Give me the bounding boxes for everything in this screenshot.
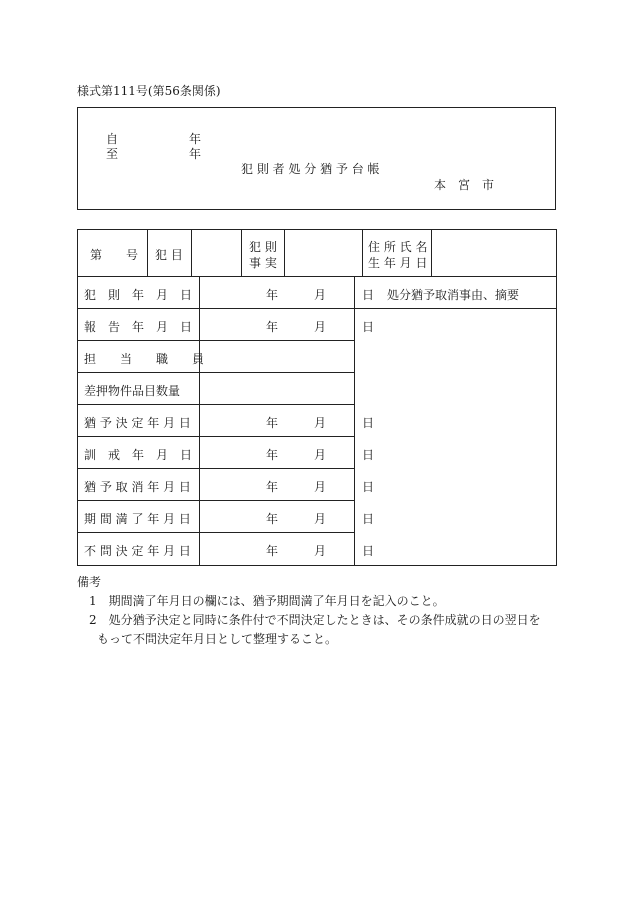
row-divider: [78, 308, 556, 309]
offense-item-label: 犯 目: [155, 248, 183, 262]
row-label-expiry-date: 期 間 満 了 年 月 日: [84, 512, 191, 526]
col-divider: [191, 230, 192, 276]
from-label: 自: [106, 132, 119, 146]
birth-date-label: 生 年 月 日: [368, 256, 428, 270]
row-divider: [78, 372, 354, 373]
row-divider: [78, 436, 354, 437]
row-divider: [78, 340, 354, 341]
to-year-label: 年: [189, 147, 202, 161]
row-label-cancel-date: 猶 予 取 消 年 月 日: [84, 480, 191, 494]
header-box: [77, 107, 556, 210]
note-item-1: 1 期間満了年月日の欄には、猶予期間満了年月日を記入のこと。: [89, 594, 445, 608]
office-name: 本 宮 市: [434, 178, 495, 192]
row-label-admonition-date: 訓 戒 年 月 日: [84, 448, 193, 462]
date-placeholder: 年 月 日: [266, 288, 375, 302]
col-divider: [147, 230, 148, 276]
from-year-label: 年: [189, 132, 202, 146]
col-divider: [362, 230, 363, 276]
row-label-suspension-date: 猶 予 決 定 年 月 日: [84, 416, 191, 430]
ledger-table: [77, 229, 557, 566]
col-divider: [431, 230, 432, 276]
date-placeholder: 年 月 日: [266, 512, 375, 526]
date-placeholder: 年 月 日: [266, 448, 375, 462]
date-placeholder: 年 月 日: [266, 480, 375, 494]
row-label-seized-items: 差押物件品目数量: [84, 384, 181, 398]
row-divider: [78, 468, 354, 469]
note-item-2-line-2: もって不問決定年月日として整理すること。: [97, 632, 338, 646]
note-item-2-line-1: 2 処分猶予決定と同時に条件付で不問決定したときは、その条件成就の日の翌日を: [89, 613, 541, 627]
ledger-title: 犯 則 者 処 分 猶 予 台 帳: [241, 162, 380, 176]
date-placeholder: 年 月 日: [266, 320, 375, 334]
row-label-no-action-date: 不 問 決 定 年 月 日: [84, 544, 191, 558]
cancel-reason-header: 処分猶予取消事由、摘要: [387, 288, 520, 302]
col-divider: [199, 276, 200, 566]
row-divider: [78, 500, 354, 501]
notes-title: 備考: [77, 575, 102, 589]
to-label: 至: [106, 147, 119, 161]
address-name-label: 住 所 氏 名: [368, 240, 428, 254]
row-divider: [78, 404, 354, 405]
row-label-report-date: 報 告 年 月 日: [84, 320, 193, 334]
row-label-offense-date: 犯 則 年 月 日: [84, 288, 193, 302]
col-divider: [284, 230, 285, 276]
date-placeholder: 年 月 日: [266, 544, 375, 558]
row-divider: [78, 532, 354, 533]
row-label-officer: 担 当 職 員: [84, 352, 205, 366]
col-divider: [241, 230, 242, 276]
row-divider: [78, 276, 556, 277]
form-number: 様式第111号(第56条関係): [77, 84, 221, 98]
offense-facts-label-1: 犯 則: [249, 240, 277, 254]
offense-facts-label-2: 事 実: [249, 256, 277, 270]
number-label: 第 号: [90, 248, 139, 262]
date-placeholder: 年 月 日: [266, 416, 375, 430]
